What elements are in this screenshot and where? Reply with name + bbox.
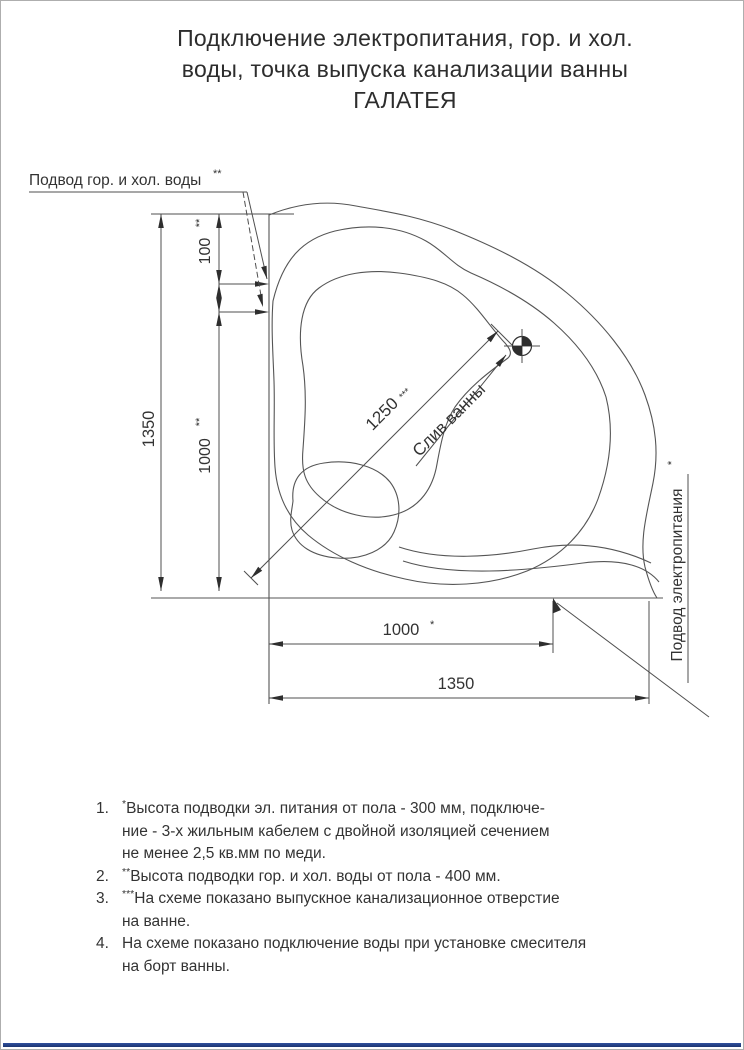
arrowhead [255, 281, 269, 287]
notes-list [96, 798, 676, 978]
arrowhead [216, 577, 222, 591]
bathtub-bottom-edge-line-2 [403, 561, 659, 582]
note-4 [96, 933, 676, 978]
note-marker: * [122, 797, 127, 810]
title-line-3: ГАЛАТЕЯ [353, 87, 457, 113]
note-number: 1. [96, 800, 109, 817]
arrowhead [216, 312, 222, 326]
note-text: На схеме показано подключение воды при установке смесителя [122, 935, 587, 952]
water-supply-label-sup: ** [213, 168, 222, 180]
note-number: 3. [96, 890, 109, 907]
drain-marker [504, 329, 540, 363]
dim-1250-label-sup: *** [397, 386, 414, 403]
note-text: не менее 2,5 кв.мм по меди. [122, 845, 326, 862]
arrowhead [269, 695, 283, 701]
note-text: ние - 3-х жильным кабелем с двойной изоляцией сечением [122, 822, 550, 840]
note-text: на ванне. [122, 912, 191, 930]
arrowhead [539, 641, 553, 647]
title-line-2: воды, точка выпуска канализации ванны [181, 56, 629, 82]
dim-1000-left-label: 1000 [197, 438, 214, 474]
dim-1350-bottom-label: 1350 [437, 675, 475, 693]
arrowhead [216, 284, 222, 298]
dim-line-1250-diagonal [251, 331, 498, 578]
drain-marker-fill-q1 [522, 337, 532, 347]
arrowhead [216, 270, 222, 284]
note-text: На схеме показано выпускное канализационное отверстие [134, 890, 560, 907]
dim-100-label: 100 [197, 237, 214, 265]
dim-1000-left-label-sup: ** [194, 417, 206, 427]
note-3 [96, 888, 676, 933]
note-marker: ** [122, 865, 131, 878]
note-text: на борт ванны. [122, 957, 230, 975]
water-supply-label: Подвод гор. и хол. воды [29, 172, 202, 189]
arrowhead [216, 214, 222, 228]
dim-1250-label: 1250 [361, 393, 403, 435]
arrowhead [261, 266, 267, 279]
arrowhead [269, 641, 283, 647]
arrowhead [635, 695, 649, 701]
note-text: Высота подводки гор. и хол. воды от пола - 400 мм. [130, 867, 501, 885]
arrowhead [255, 309, 269, 315]
bathtub-seat-outline [291, 462, 399, 558]
power-point-arrowhead [553, 598, 562, 614]
bathtub-inner-rim [272, 227, 610, 584]
note-text: Высота подводки эл. питания от пола - 300 мм, подключе- [126, 800, 545, 817]
power-supply-label: Подвод электропитания [669, 488, 686, 662]
note-1 [96, 798, 676, 866]
note-2 [96, 866, 676, 889]
arrowhead [257, 294, 263, 307]
footer-accent-bar [3, 1043, 741, 1047]
arrowhead [158, 214, 164, 228]
drain-label: Слив ванны [408, 379, 490, 461]
note-number: 2. [96, 867, 109, 885]
note-number: 4. [96, 935, 109, 952]
dim-1350-left-label: 1350 [140, 410, 158, 448]
note-marker: *** [122, 887, 135, 900]
dim-100-label-sup: ** [194, 218, 206, 228]
power-leader-line [557, 603, 709, 717]
arrowhead [158, 577, 164, 591]
title-line-1: Подключение электропитания, гор. и хол. [177, 25, 633, 51]
arrowhead [216, 298, 222, 312]
dim-1000-bottom-label-sup: * [430, 619, 435, 631]
water-leader-line-1 [247, 192, 267, 279]
power-supply-label-sup: * [666, 460, 678, 466]
drain-marker-fill-q3 [513, 346, 523, 356]
bathtub-bottom-edge-line-1 [399, 545, 651, 563]
dim-1000-bottom-label: 1000 [382, 621, 420, 639]
